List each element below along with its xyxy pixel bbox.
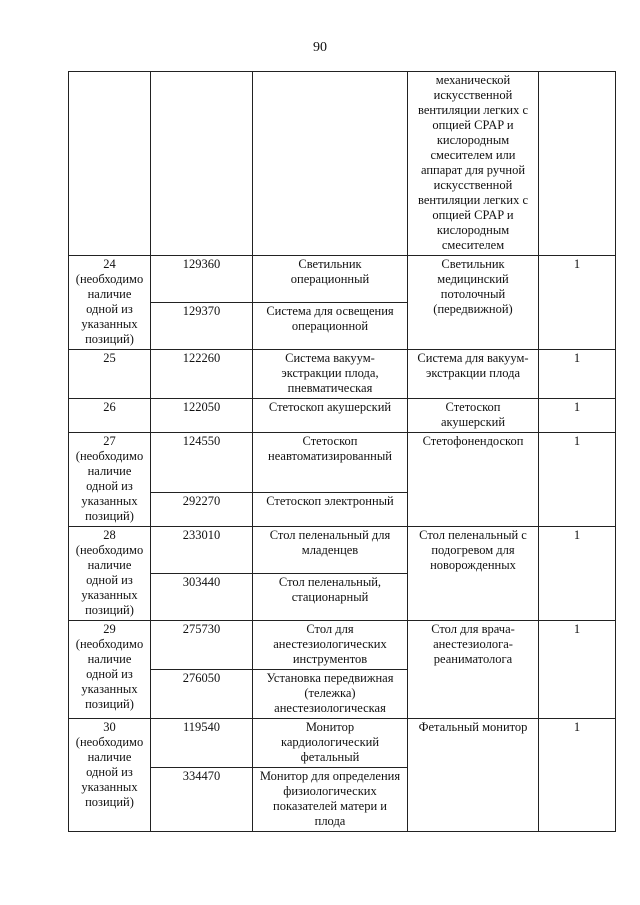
quantity-cell: 1 [539,621,616,719]
table-row [69,72,616,256]
item-name-cell: Система для освещения операционной [253,303,408,350]
group-number-cell: 24 (необходимо наличие одной из указанных позиций) [69,256,151,350]
item-name-cell: Стол пеленальный для младенцев [253,527,408,574]
required-equipment-cell: Стетоскоп акушерский [408,399,539,433]
name-cell [253,72,408,256]
item-name-cell: Стетоскоп неавтоматизированный [253,433,408,493]
number-cell [69,72,151,256]
item-code-cell: 124550 [151,433,253,493]
table-row [69,350,616,399]
item-name-cell: Светильник операционный [253,256,408,303]
group-number-cell: 25 [69,350,151,399]
required-equipment-cell: Система для вакуум- экстракции плода [408,350,539,399]
item-code-cell: 122260 [151,350,253,399]
required-equipment-cell: Стол для врача- анестезиолога- реаниматолога [408,621,539,719]
item-name-cell: Монитор кардиологический фетальный [253,719,408,768]
required-equipment-cell: Стетофонендоскоп [408,433,539,527]
item-code-cell: 303440 [151,574,253,621]
required-cell: механической искусственной вентиляции легких с опцией CPAP и кислородным смесителем или аппарат для ручной искусственной вентиляции легких с опцией CPAP и кислородным смесителем [408,72,539,256]
item-name-cell: Стол для анестезиологических инструментов [253,621,408,670]
table-row [69,621,616,670]
item-code-cell: 122050 [151,399,253,433]
equipment-table [68,71,616,832]
quantity-cell: 1 [539,256,616,350]
item-name-cell: Установка передвижная (тележка) анестезиологическая [253,670,408,719]
item-name-cell: Система вакуум- экстракции плода, пневматическая [253,350,408,399]
group-number-cell: 28 (необходимо наличие одной из указанных позиций) [69,527,151,621]
table-row [69,256,616,303]
table-row [69,399,616,433]
quantity-cell: 1 [539,433,616,527]
quantity-cell: 1 [539,719,616,832]
group-number-cell: 26 [69,399,151,433]
quantity-cell: 1 [539,350,616,399]
item-code-cell: 275730 [151,621,253,670]
group-number-cell: 30 (необходимо наличие одной из указанных позиций) [69,719,151,832]
quantity-cell [539,72,616,256]
item-code-cell: 334470 [151,768,253,832]
item-code-cell: 292270 [151,493,253,527]
code-cell [151,72,253,256]
quantity-cell: 1 [539,527,616,621]
item-code-cell: 129370 [151,303,253,350]
required-equipment-cell: Стол пеленальный с подогревом для новорожденных [408,527,539,621]
item-code-cell: 233010 [151,527,253,574]
group-number-cell: 27 (необходимо наличие одной из указанных позиций) [69,433,151,527]
table-row [69,527,616,574]
group-number-cell: 29 (необходимо наличие одной из указанных позиций) [69,621,151,719]
item-code-cell: 276050 [151,670,253,719]
required-equipment-cell: Светильник медицинский потолочный (передвижной) [408,256,539,350]
page-number: 90 [313,40,327,55]
item-name-cell: Стол пеленальный, стационарный [253,574,408,621]
required-equipment-cell: Фетальный монитор [408,719,539,832]
quantity-cell: 1 [539,399,616,433]
item-name-cell: Монитор для определения физиологических показателей матери и плода [253,768,408,832]
item-code-cell: 129360 [151,256,253,303]
item-code-cell: 119540 [151,719,253,768]
item-name-cell: Стетоскоп акушерский [253,399,408,433]
table-row [69,433,616,493]
item-name-cell: Стетоскоп электронный [253,493,408,527]
table-row [69,719,616,768]
